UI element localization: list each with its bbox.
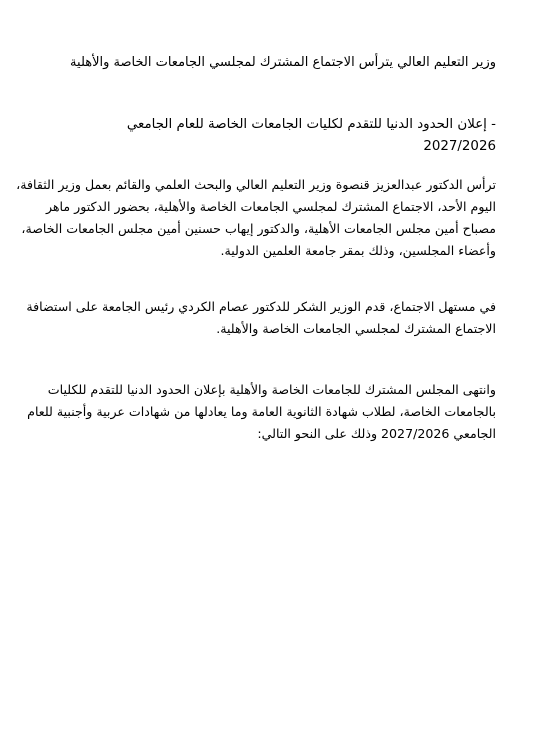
announcement-line: - إعلان الحدود الدنيا للتقدم لكليات الجامعات الخاصة للعام الجامعي 2027/2026 (126, 117, 496, 154)
paragraph-line: وأعضاء المجلسين، وذلك بمقر جامعة العلمين الدولية. (220, 243, 496, 258)
paragraph-line: وانتهى المجلس المشترك للجامعات الخاصة والأهلية بإعلان الحدود الدنيا للتقدم للكليات (47, 382, 496, 397)
paragraph-line: اليوم الأحد، الاجتماع المشترك لمجلسي الجامعات الخاصة والأهلية، بحضور الدكتور ماهر (45, 199, 496, 214)
paragraph-line: مصباح أمين مجلس الجامعات الأهلية، والدكتور إيهاب حسنين أمين مجلس الجامعات الخاصة، (21, 221, 496, 236)
paragraph-line: في مستهل الاجتماع، قدم الوزير الشكر للدكتور عصام الكردي رئيس الجامعة على استضافة (26, 299, 496, 314)
paragraph-line: الجامعي 2027/2026 وذلك على النحو التالي: (257, 426, 496, 441)
paragraph-minimum-scores (27, 379, 496, 445)
paragraph-meeting-chair (16, 174, 496, 262)
headline: وزير التعليم العالي يترأس الاجتماع المشترك لمجلسي الجامعات الخاصة والأهلية (70, 55, 496, 70)
paragraph-line: بالجامعات الخاصة، لطلاب شهادة الثانوية العامة وما يعادلها من شهادات عربية وأجنبية للعام (27, 404, 496, 419)
paragraph-line: الاجتماع المشترك لمجلسي الجامعات الخاصة والأهلية. (216, 321, 496, 336)
paragraph-line: ترأس الدكتور عبدالعزيز قنصوة وزير التعليم العالي والبحث العلمي والقائم بعمل وزير الثقافة، (16, 177, 496, 192)
paragraph-thanks (26, 296, 496, 340)
